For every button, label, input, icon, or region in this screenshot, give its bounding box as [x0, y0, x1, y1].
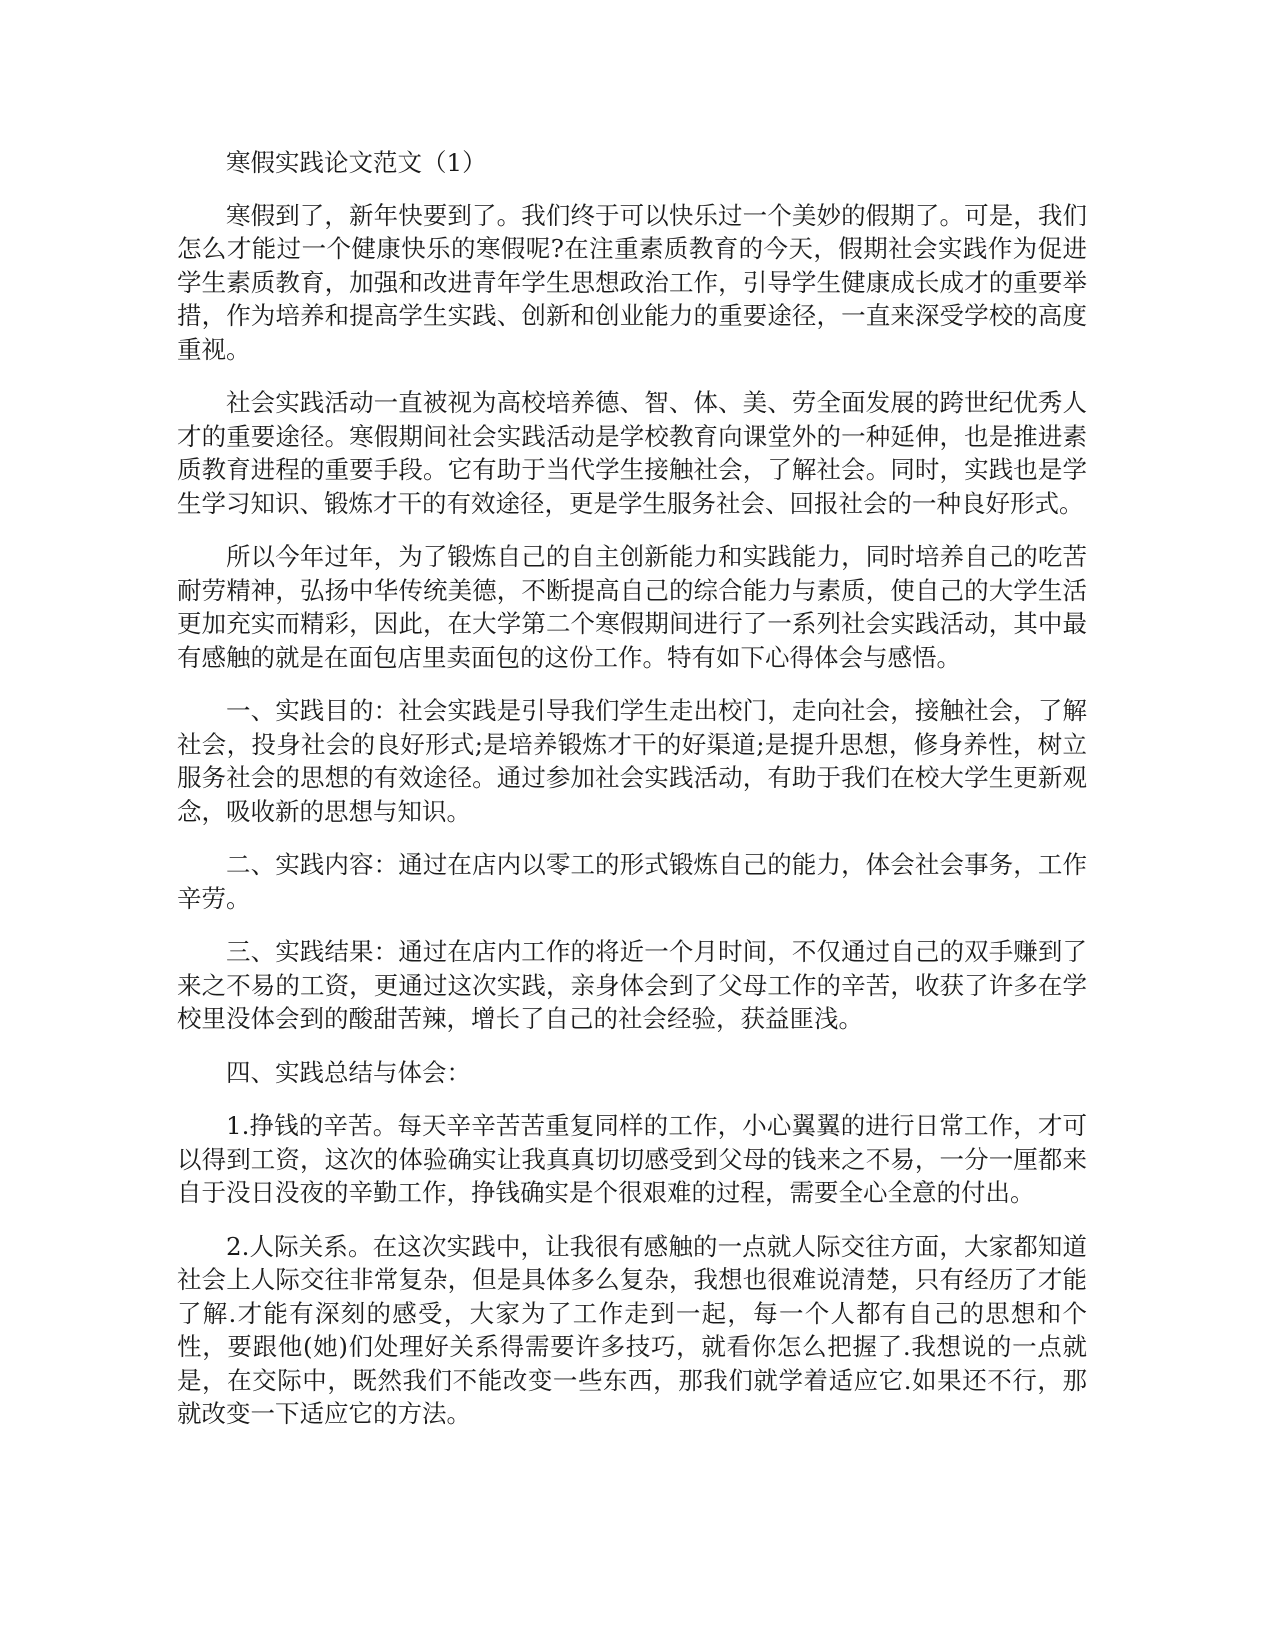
paragraph-summary-heading: 四、实践总结与体会：: [226, 1057, 471, 1087]
document-title: 寒假实践论文范文（1）: [226, 148, 487, 177]
paragraph-point-earning: 1.挣钱的辛苦。每天辛辛苦苦重复同样的工作，小心翼翼的进行日常工作，才可以得到工资，这次的体验确实让我真真切切感受到父母的钱来之不易，一分一厘都来自于没日没夜的辛勤工作，挣钱确实是个很艰难的过程，需要全心全意的付出。: [177, 1111, 1087, 1207]
paragraph-intro: 寒假到了，新年快要到了。我们终于可以快乐过一个美妙的假期了。可是，我们怎么才能过一个健康快乐的寒假呢?在注重素质教育的今天，假期社会实践作为促进学生素质教育，加强和改进青年学生思想政治工作，引导学生健康成长成才的重要举措，作为培养和提高学生实践、创新和创业能力的重要途径，一直来深受学校的高度重视。: [177, 200, 1087, 364]
paragraph-social-practice: 社会实践活动一直被视为高校培养德、智、体、美、劳全面发展的跨世纪优秀人才的重要途径。寒假期间社会实践活动是学校教育向课堂外的一种延伸，也是推进素质教育进程的重要手段。它有助于当代学生接触社会，了解社会。同时，实践也是学生学习知识、锻炼才干的有效途径，更是学生服务社会、回报社会的一种良好形式。: [177, 388, 1087, 518]
paragraph-purpose: 一、实践目的：社会实践是引导我们学生走出校门，走向社会，接触社会，了解社会，投身社会的良好形式;是培养锻炼才干的好渠道;是提升思想，修身养性，树立服务社会的思想的有效途径。通过参加社会实践活动，有助于我们在校大学生更新观念，吸收新的思想与知识。: [177, 696, 1087, 826]
paragraph-point-relationships: 2.人际关系。在这次实践中，让我很有感触的一点就人际交往方面，大家都知道社会上人际交往非常复杂，但是具体多么复杂，我想也很难说清楚，只有经历了才能了解.才能有深刻的感受，大家为了工作走到一起，每一个人都有自己的思想和个性，要跟他(她)们处理好关系得需要许多技巧，就看你怎么把握了.我想说的一点就是，在交际中，既然我们不能改变一些东西，那我们就学着适应它.如果还不行，那就改变一下适应它的方法。: [177, 1231, 1087, 1428]
paragraph-motivation: 所以今年过年，为了锻炼自己的自主创新能力和实践能力，同时培养自己的吃苦耐劳精神，弘扬中华传统美德，不断提高自己的综合能力与素质，使自己的大学生活更加充实而精彩，因此，在大学第二个寒假期间进行了一系列社会实践活动，其中最有感触的就是在面包店里卖面包的这份工作。特有如下心得体会与感悟。: [177, 542, 1087, 672]
paragraph-content: 二、实践内容：通过在店内以零工的形式锻炼自己的能力，体会社会事务，工作辛劳。: [177, 850, 1087, 913]
document-page: [177, 146, 1087, 1451]
paragraph-results: 三、实践结果：通过在店内工作的将近一个月时间，不仅通过自己的双手赚到了来之不易的工资，更通过这次实践，亲身体会到了父母工作的辛苦，收获了许多在学校里没体会到的酸甜苦辣，增长了自己的社会经验，获益匪浅。: [177, 937, 1087, 1033]
